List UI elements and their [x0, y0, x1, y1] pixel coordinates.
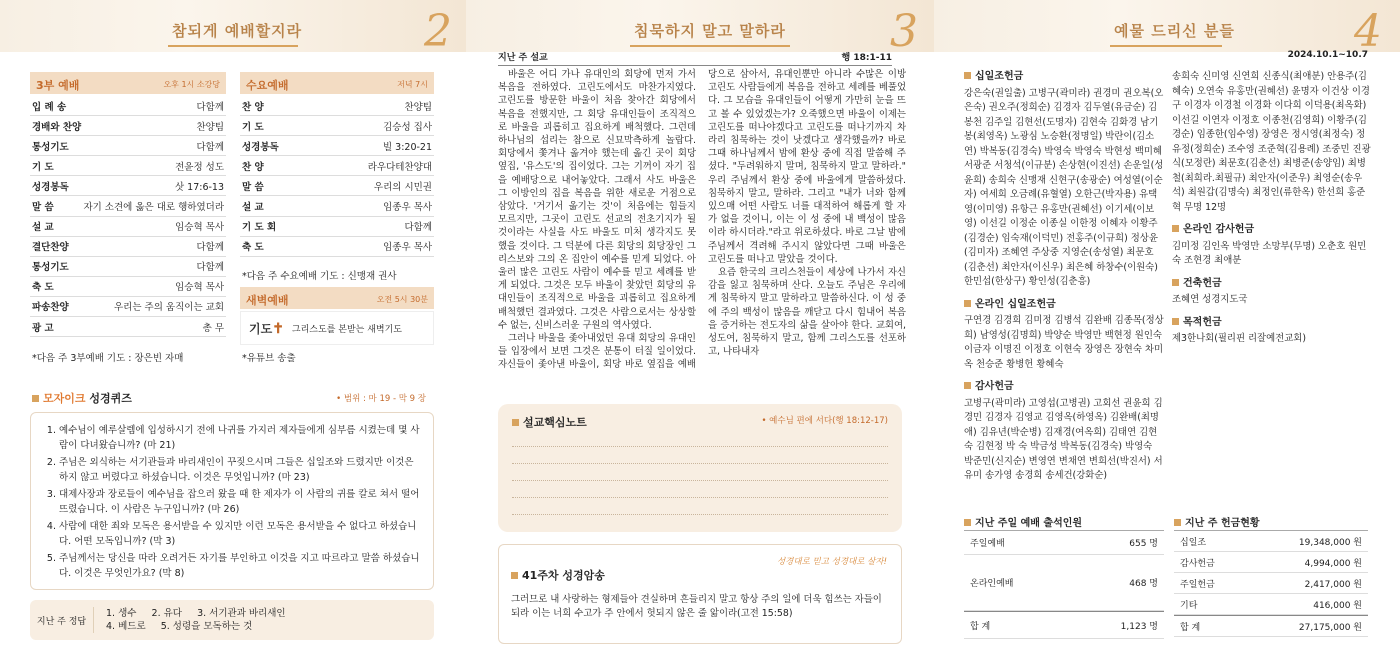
offering-names: 고병구(곽미라) 고영섭(고병권) 고회선 권윤희 김경민 김경자 김영교 김영옥(하영옥) 김완배(최명애) 김유년(박순병) 김재경(여옥희) 김태연 김현숙 김현정 박 숙 박금성 박복동(김경숙) 박영숙 박준민(신지순) 변영연 변채연 변희선(박진서) 서유미 송가영 송경희 송세건(강화순) [964, 397, 1163, 481]
memory-title: 41주차 성경암송 [522, 569, 605, 582]
square-bullet-icon [1174, 519, 1181, 526]
order-item: 성경봉독 [32, 181, 69, 193]
sermon-paragraph: 요즘 한국의 크리스천들이 세상에 나가서 자신감을 잃고 침묵하며 산다. 오늘도 주님은 우리에게 침묵하지 말고 말하라고 말씀하신다. 이 성 중에 주의 백성이 많음을 깨닫고 다시 힘내어 복음을 증거하는 전도자의 삶을 살아야 한다. 교회여, 성도여, 침묵하지 말고, 함께 그리스도를 선포하고, 나타내자 [708, 267, 906, 358]
order-row [30, 317, 226, 337]
table-row [1174, 594, 1368, 615]
wednesday-worship-order [240, 96, 434, 257]
page-number: 3 [890, 6, 918, 57]
square-bullet-icon [1172, 279, 1179, 286]
order-row [30, 277, 226, 297]
sermon-label: 지난 주 설교 [498, 53, 548, 63]
order-row [30, 217, 226, 237]
table-label: 감사헌금 [1180, 558, 1215, 569]
order-value: 우리는 주의 움직이는 교회 [113, 302, 224, 314]
note-line [512, 498, 888, 515]
memory-verse-box [498, 544, 902, 644]
square-bullet-icon [512, 419, 519, 426]
answer-line: 4. 베드로 5. 성령을 모독하는 것 [106, 621, 253, 632]
order-row [240, 176, 434, 196]
table-row [964, 531, 1164, 555]
offering-names: 구연경 김경희 김미정 김병석 김완배 김종목(정상희) 남영성(김명희) 박양순 박영만 백현정 원인숙 이금자 이명진 이정호 이현숙 장영은 장현숙 차미옥 천승준 황병헌 황혜숙 [964, 315, 1164, 370]
note-line [512, 430, 888, 447]
order-row [30, 116, 226, 136]
note-line [512, 464, 888, 481]
title-underline [1110, 45, 1222, 47]
order-value: 임종우 목사 [383, 202, 432, 214]
table-value: 655 명 [1129, 539, 1158, 549]
square-bullet-icon [511, 572, 518, 579]
order-row [30, 156, 226, 176]
dawn-worship-header: 새벽예배 오전 5시 30분 [240, 287, 434, 309]
attendance-title: 지난 주일 예배 출석인원 [964, 514, 1082, 529]
order-item: 광 고 [32, 322, 54, 334]
offering-names: 조혜연 성경지도국 [1172, 294, 1248, 305]
table-row [964, 611, 1164, 639]
order-item: 축 도 [242, 242, 264, 254]
page-sermon [466, 0, 934, 662]
order-value: 다함께 [196, 141, 224, 153]
order-row [240, 237, 434, 257]
quiz-question: 1. 예수님이 예루살렘에 입성하시기 전에 나귀를 가지러 제자들에게 심부름 시켰는데 몇 사람이 다녀왔습니까? (마 21) [59, 423, 423, 453]
table-value: 4,994,000 원 [1304, 558, 1362, 569]
wednesday-worship-header: 수요예배 저녁 7시 [240, 72, 434, 94]
table-row [1174, 531, 1368, 552]
page-offerings [934, 0, 1400, 662]
table-value: 416,000 원 [1313, 600, 1362, 611]
last-week-answers [30, 600, 434, 640]
order-value: 총 무 [202, 322, 224, 334]
quiz-box [30, 412, 434, 590]
offering-section [1172, 223, 1372, 269]
order-item: 경배와 찬양 [32, 121, 82, 133]
offering-names: 강은숙(권일출) 고병구(곽미라) 권경미 권오복(오은숙) 권오주(정희순) 김경자 김두열(유금순) 김봉천 김주일 김현선(도명자) 김현숙 김화경 남기봉(최영옥) 노광심 노승환(정명일) 박란이(김소연) 박복동(김경숙) 박영숙 박영숙 박현성 백미혜 서광준 서청석(이규분) 손상현(이진선) 손운일(성윤희) 송희숙 신맹재 신현구(송광순) 여성열(이순자) 여세희 오금례(유혈열) 오한근(박자용) 유택영(이미영) 유항근 유홍만(권혜선) 이기세(이보영) 이선길 이정순 이종실 이한정 이혜자 이황주(김경순) 임숙재(이덕민) 전홍주(이규희) 정상윤(김미자) 조혜연 주상중 지영순(송성열) 최문호(김춘선) 최안자(이신우) 최은혜 하창수(이원숙) 한민섭(한상구) 황인성(김춘흥) [964, 87, 1164, 287]
square-bullet-icon [964, 72, 971, 79]
square-bullet-icon [964, 300, 971, 307]
sunday-worship-header: 3부 예배 오후 1시 소강당 [30, 72, 226, 94]
square-bullet-icon [964, 382, 971, 389]
page-worship [0, 0, 466, 662]
order-value: 우리의 시민권 [373, 181, 432, 193]
order-item: 파송찬양 [32, 302, 69, 314]
order-row [30, 196, 226, 216]
square-bullet-icon [964, 519, 971, 526]
order-row [240, 217, 434, 237]
memory-slogan: 성경대로 믿고 성경대로 살자! [776, 557, 887, 567]
answer-label: 지난 주 정답 [30, 607, 94, 633]
order-item: 통성기도 [32, 262, 69, 274]
youtube-note: *유튜브 송출 [242, 353, 296, 364]
order-item: 통성기도 [32, 141, 69, 153]
square-bullet-icon [32, 395, 39, 402]
wednesday-prayer-note: *다음 주 수요예배 기도 : 신맹재 권사 [242, 271, 397, 282]
order-value: 임종우 목사 [383, 242, 432, 254]
offering-section-title: 온라인 십일조헌금 [964, 298, 1164, 313]
quiz-range: • 범위 : 마 19 - 막 9 장 [336, 394, 426, 404]
offering-section-title: 온라인 감사헌금 [1172, 223, 1372, 238]
order-value: 찬양팀 [196, 121, 224, 133]
order-row [30, 237, 226, 257]
dawn-prayer-banner [240, 311, 434, 345]
order-value: 찬양팀 [404, 101, 432, 113]
offering-names: 제3한나회(필리핀 리잘예전교회) [1172, 333, 1306, 344]
table-value: 19,348,000 원 [1298, 537, 1362, 548]
sermon-note-box: 설교핵심노트 • 예수님 편에 서다(행 18:12-17) [498, 404, 902, 532]
order-item: 말 씀 [242, 181, 264, 193]
offering-section-title: 목적헌금 [1172, 316, 1372, 331]
quiz-question: 3. 대제사장과 장로들이 예수님을 잡으러 왔을 때 한 제자가 이 사람의 귀를 칼로 쳐서 떨어 뜨렸습니다. 이 사람은 누구입니까? (마 26) [59, 487, 423, 517]
offering-section [964, 380, 1164, 484]
offering-section-title: 십일조헌금 [964, 70, 1164, 85]
order-value: 임승혁 목사 [175, 222, 224, 234]
order-item: 기 도 회 [242, 222, 277, 234]
order-row [240, 156, 434, 176]
order-item: 찬 양 [242, 161, 264, 173]
sunday-worship-order [30, 96, 226, 337]
quiz-question: 4. 사람에 대한 죄와 모독은 용서받을 수 있지만 이런 모독은 용서받을 수 없다고 하셨습니다. 어떤 모독입니까? (막 3) [59, 519, 423, 549]
order-value: 다함께 [196, 262, 224, 274]
order-item: 찬 양 [242, 101, 264, 113]
answer-line: 1. 생수 2. 유다 3. 서기관과 바리새인 [106, 608, 286, 619]
table-label: 십일조 [1180, 537, 1207, 548]
order-value: 자기 소견에 옳은 대로 행하였더라 [83, 202, 224, 214]
offering-section-title: 건축헌금 [1172, 277, 1372, 292]
offering-section [1172, 277, 1372, 308]
quiz-question: 5. 주님께서는 당신을 따라 오려거든 자기를 부인하고 이것을 지고 따르라고 말씀 하셨습니다. 이것은 무엇인가요? (막 8) [59, 551, 423, 581]
dawn-slogan: 그리스도를 본받는 새벽기도 [291, 324, 402, 335]
title-underline [630, 45, 790, 47]
offering-date: 2024.10.1~10.7 [1287, 50, 1368, 60]
page-number: 4 [1354, 6, 1382, 57]
table-label: 기타 [1180, 600, 1198, 611]
order-value: 삿 17:6-13 [174, 181, 224, 193]
cross-icon: ✝ [272, 320, 284, 337]
order-value: 다함께 [196, 242, 224, 254]
order-value: 임승혁 목사 [175, 282, 224, 294]
offering-section [964, 298, 1164, 373]
order-value: 다함께 [404, 222, 432, 234]
order-value: 다함께 [196, 101, 224, 113]
sermon-reference: 행 18:1-11 [841, 53, 892, 63]
table-value: 1,123 명 [1120, 621, 1158, 632]
quiz-question: 2. 주님은 외식하는 서기관들과 바리새인이 꾸짖으시며 그들은 십일조와 드렸지만 이것은 하지 않고 버렸다고 하셨습니다. 이것은 무엇입니까? (마 23) [59, 455, 423, 485]
page-title: 예물 드리신 분들 [1114, 22, 1235, 40]
order-row [30, 96, 226, 116]
table-row [1174, 573, 1368, 594]
page-title: 침묵하지 말고 말하라 [634, 22, 786, 40]
order-row [30, 176, 226, 196]
offering-section [1172, 316, 1372, 347]
title-underline [168, 45, 298, 47]
order-value: 라우다테찬양대 [367, 161, 432, 173]
sermon-paragraph: 바울은 어디 가나 유대인의 회당에 먼저 가서 복음을 전하였다. 고린도에서도 마찬가지였다. 고린도를 방문한 바울이 처음 찾아간 회당에서 복음을 전했지만, 그 회당 유대인들이 조직적으로 바울을 괴롭히고 집요하게 배척했다. 그런데 하나님의 섭리는 참으로 신묘막측하게 놀랍다. 회당에서 쫓겨나 옮겨야 했는데 옮긴 곳이 회당 옆집, '유스도'의 집이었다. 그는 기꺼이 자기 집을 예배당으로 내어놓았다. 그래서 사도 바울은 그 이방인의 집을 복음을 위한 새로운 거점으로 삼았다. '거기서 옮기는 것'이 처음에는 힘들지 모르지만, 그곳이 고린도 선교의 전초기지가 될 것이라는 사실을 사도 바울도 미처 생각지도 못했을 것이다. 그 덕분에 다른 회당의 회당장인 그리스보와 그의 온 집안이 예수를 믿게 되었다. 아울러 많은 고린도 사람이 예수를 믿고 세례를 받게 되었다. 그것은 모두 바울이 찾았던 회당의 유대인들이 조직적으로 바울을 괴롭히고 집요하게 배척했던 결과였다. 그것은 사람으로서는 상상할 수 없는, 신비스러운 구원의 역사였다. [498, 69, 696, 331]
offering-names: 송희숙 신미영 신연희 신종식(최애분) 안용주(김혜숙) 오연숙 유홍만(권혜선) 윤명자 이건상 이경구 이경자 이경철 이경화 이다희 이덕용(최옥화) 이선길 이연자 이정호 이종천(김영희) 이황주(김경순) 임종한(임수영) 장영은 정시영(최정숙) 정유정(정희순) 조수영 조준혁(김용례) 조중민 진광식(모정란) 최문호(김춘선) 최병준(송양임) 최병철(최희라.최필규) 최안자(이준우) 최영순(송우석) 최원갑(김명숙) 최정인(류한옥) 한선희 홍준혁 무명 12명 [1172, 71, 1371, 213]
order-row [30, 136, 226, 156]
order-item: 설 교 [242, 202, 264, 214]
sunday-prayer-note: *다음 주 3부예배 기도 : 장은빈 자매 [32, 353, 184, 364]
offering-section [1172, 70, 1372, 215]
attendance-table [964, 530, 1164, 639]
offering-status-title: 지난 주 헌금현황 [1174, 514, 1260, 529]
order-value: 전윤정 성도 [175, 161, 224, 173]
page-title: 참되게 예배할지라 [172, 22, 303, 40]
sermon-header [498, 50, 892, 66]
note-line [512, 481, 888, 498]
note-line [512, 447, 888, 464]
order-value: 빌 3:20-21 [382, 141, 432, 153]
order-item: 설 교 [32, 222, 54, 234]
order-row [240, 116, 434, 136]
order-row [240, 196, 434, 216]
sermon-paragraph: 그러나 바울을 좇아내었던 유대 회당의 유대인들 입장에서 보면 그것은 분통이 터질 일이었다. 자신들이 좇아낸 바울이, 회당 바로 옆집을 예배당으로 삼아서, 유대인뿐만 아니라 수많은 이방 고린도 사람들에게 복음을 전하고 세례를 베풀었다. 그 모습을 유대인들이 어떻게 가만히 눈을 뜨고 볼 수 있었겠는가? 오죽했으면 바울이 이제는 고린도를 떠나야겠다고 고린도를 떠나기까지 차라리 침묵하는 것이 낫겠다고 생각했을까? 바로 그때 하나님께서 밤에 환상 중에 직접 말씀해 주셨다. "두려워하지 말며, 침묵하지 말고 말하라." 우리 주님께서 환상 중에 바울에게 말씀하셨다. 침묵하지 말고, 말하라. 그리고 "내가 너와 함께 있으매 어떤 사람도 너를 대적하여 해롭게 할 자가 없을 것이니, 이는 이 성 중에 내 백성이 많음이라 하시더라."라고 위로하셨다. 바로 그날 밤에 주님께서 격려해 주시지 않았다면 그때 바울은 고린도를 떠나고 말았을 것이다. [498, 69, 906, 371]
table-label: 합 계 [970, 621, 991, 632]
order-item: 기 도 [32, 161, 54, 173]
table-label: 주일예배 [970, 539, 1005, 549]
table-row [1174, 552, 1368, 573]
order-row [240, 96, 434, 116]
prayer-logo: 기도✝ [249, 320, 284, 337]
sermon-text [498, 68, 906, 392]
memory-verse: 그러므로 내 사랑하는 형제들아 견실하며 흔들리지 말고 항상 주의 일에 더욱 힘쓰는 자들이 되라 이는 너희 수고가 주 안에서 헛되지 않은 줄 앎이라(고전 15:58) [511, 594, 882, 619]
offering-section-title: 감사헌금 [964, 380, 1164, 395]
order-item: 말 씀 [32, 202, 54, 214]
table-row [1174, 615, 1368, 637]
square-bullet-icon [1172, 318, 1179, 325]
table-label: 합 계 [1180, 622, 1201, 633]
offering-table [1174, 530, 1368, 637]
table-value: 27,175,000 원 [1298, 622, 1362, 633]
order-value: 김승성 집사 [383, 121, 432, 133]
order-row [240, 136, 434, 156]
page-number: 2 [424, 6, 452, 57]
table-value: 468 명 [1129, 579, 1158, 589]
table-row [964, 555, 1164, 611]
quiz-title: 모자이크 성경퀴즈 [32, 390, 132, 406]
order-item: 결단찬양 [32, 242, 69, 254]
order-row [30, 297, 226, 317]
note-reference: • 예수님 편에 서다(행 18:12-17) [761, 416, 888, 426]
order-item: 축 도 [32, 282, 54, 294]
table-label: 온라인예배 [970, 579, 1014, 589]
table-label: 주일헌금 [1180, 579, 1215, 590]
offering-names: 김미정 김인옥 박영만 소망부(무명) 오춘호 원민숙 조현경 최애분 [1172, 240, 1367, 266]
order-item: 성경봉독 [242, 141, 279, 153]
offering-list-right [1172, 70, 1372, 347]
offering-section [964, 70, 1164, 290]
quiz-questions [49, 423, 423, 581]
order-item: 입 례 송 [32, 101, 67, 113]
square-bullet-icon [1172, 225, 1179, 232]
offering-list-left [964, 70, 1164, 484]
order-item: 기 도 [242, 121, 264, 133]
table-value: 2,417,000 원 [1304, 579, 1362, 590]
order-row [30, 257, 226, 277]
